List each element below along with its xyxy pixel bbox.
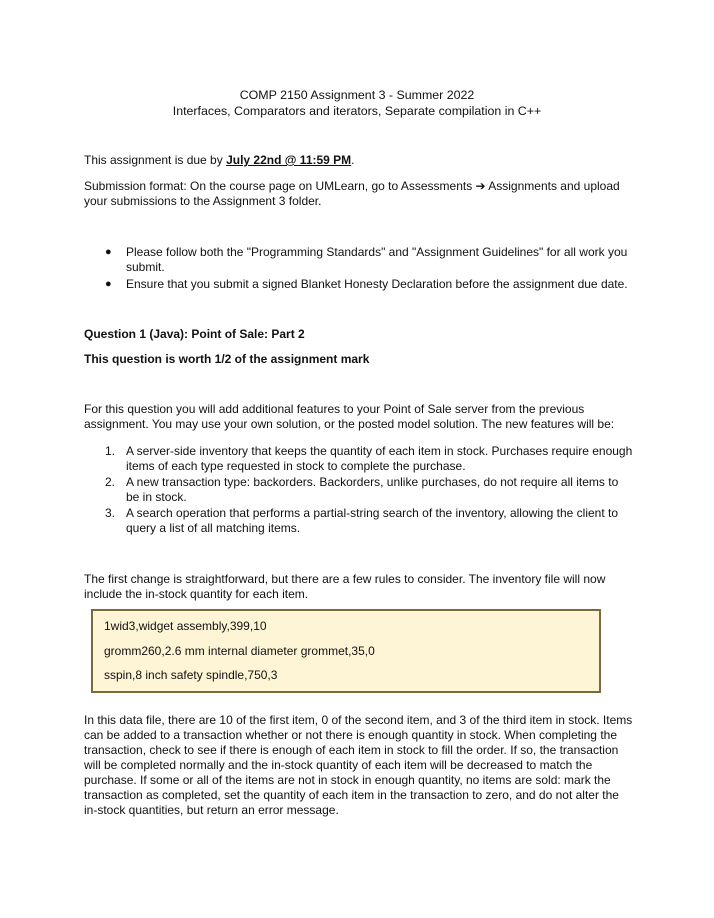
list-number: 3.: [105, 506, 116, 520]
due-suffix: .: [351, 153, 355, 167]
due-date: July 22nd @ 11:59 PM: [226, 153, 352, 167]
bullet-text: Please follow both the "Programming Standards" and "Assignment Guidelines" for all work you submit.: [126, 245, 628, 274]
code-line: 1wid3,widget assembly,399,10: [104, 619, 267, 633]
question-heading: Question 1 (Java): Point of Sale: Part 2: [84, 327, 305, 341]
first-change-paragraph: The first change is straightforward, but there are a few rules to consider. The inventory file will now include the in-stock quantity for each item.: [84, 572, 606, 601]
list-number: 1.: [105, 444, 116, 458]
document-title: COMP 2150 Assignment 3 - Summer 2022: [239, 88, 475, 102]
list-text: A new transaction type: backorders. Backorders, unlike purchases, do not require all items to be in stock.: [126, 475, 619, 504]
question-worth: This question is worth 1/2 of the assignment mark: [84, 352, 370, 366]
code-line: sspin,8 inch safety spindle,750,3: [104, 668, 278, 682]
intro-paragraph: For this question you will add additional features to your Point of Sale server from the previous assignment. You may use your own solution, or the posted model solution. The new features will be:: [84, 402, 615, 431]
document-subtitle: Interfaces, Comparators and iterators, Separate compilation in C++: [172, 104, 542, 118]
submission-text-2: Assignments and upload your submissions to the Assignment 3 folder.: [84, 179, 620, 208]
list-text: A server-side inventory that keeps the quantity of each item in stock. Purchases require enough items of each type requested in stock to complete the purchase.: [126, 444, 633, 473]
due-prefix: This assignment is due by: [84, 153, 227, 167]
bullet-text: Ensure that you submit a signed Blanket Honesty Declaration before the assignment due date.: [126, 277, 628, 291]
bullet-icon: ●: [105, 246, 112, 258]
arrow-right-icon: ➔: [475, 179, 486, 193]
bullet-icon: ●: [105, 278, 112, 290]
explanation-paragraph: In this data file, there are 10 of the first item, 0 of the second item, and 3 of the third item in stock. Items can be added to a transaction whether or not there is enough quantity in stock. When completing the transaction, check to see if there is enough of each item in stock to fill the order. If so, the transaction will be completed normally and the in-stock quantity of each item will be decreased to match the purchase. If some or all of the items are not in stock in enough quantity, no items are sold: mark the transaction as completed, set the quantity of each item in the transaction to zero, and do not alter the in-stock quantities, but return an error message.: [84, 713, 633, 817]
due-date-line: [84, 153, 634, 168]
list-text: A search operation that performs a partial-string search of the inventory, allowing the client to query a list of all matching items.: [126, 506, 619, 535]
code-block: [91, 609, 601, 693]
submission-format: [84, 179, 634, 209]
list-number: 2.: [105, 475, 116, 489]
submission-text-1: Submission format: On the course page on UMLearn, go to Assessments: [84, 179, 476, 193]
code-line: gromm260,2.6 mm internal diameter grommet,35,0: [104, 644, 375, 658]
